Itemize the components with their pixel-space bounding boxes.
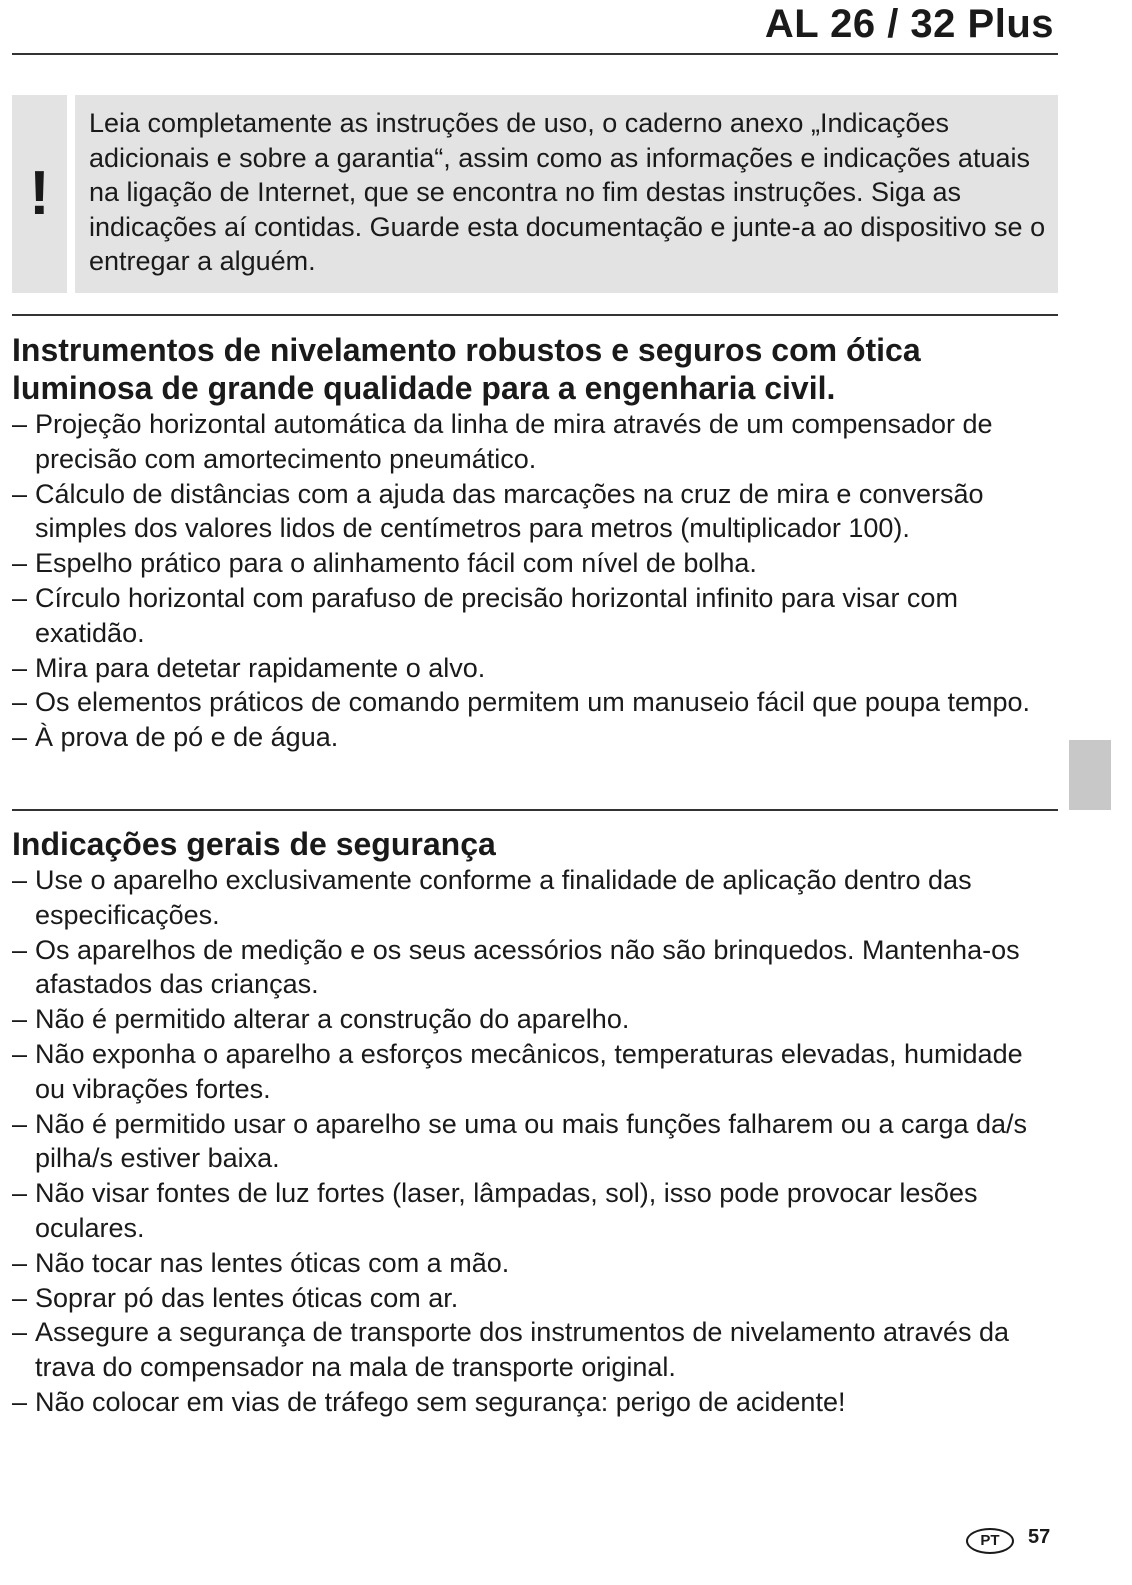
- list-item: – Os aparelhos de medição e os seus acessórios não são brinquedos. Mantenha-os afastados das crianças.: [12, 933, 1058, 1003]
- list-item: – Projeção horizontal automática da linha de mira através de um compensador de precisão com amortecimento pneumático.: [12, 407, 1058, 477]
- list-item: – Não tocar nas lentes óticas com a mão.: [12, 1246, 1058, 1281]
- header-divider: [12, 53, 1058, 55]
- features-heading: Instrumentos de nivelamento robustos e seguros com ótica luminosa de grande qualidade para a engenharia civil.: [12, 332, 921, 406]
- list-item: – Não visar fontes de luz fortes (laser, lâmpadas, sol), isso pode provocar lesões oculares.: [12, 1176, 1058, 1246]
- warning-icon: !: [12, 95, 67, 293]
- list-item: – Mira para detetar rapidamente o alvo.: [12, 651, 1058, 686]
- list-item: – Não é permitido usar o aparelho se uma ou mais funções falharem ou a carga da/s pilha/s estiver baixa.: [12, 1107, 1058, 1177]
- list-item: – Espelho prático para o alinhamento fácil com nível de bolha.: [12, 546, 1058, 581]
- notice-box: [75, 95, 1058, 293]
- list-item: – Cálculo de distâncias com a ajuda das marcações na cruz de mira e conversão simples dos valores lidos de centímetros para metros (multiplicador 100).: [12, 477, 1058, 547]
- list-item: – Círculo horizontal com parafuso de precisão horizontal infinito para visar com exatidão.: [12, 581, 1058, 651]
- list-item: – Não é permitido alterar a construção do aparelho.: [12, 1002, 1058, 1037]
- features-list: [12, 407, 1058, 755]
- safety-section: [12, 825, 1058, 1420]
- chapter-tab-marker: [1069, 740, 1111, 810]
- language-badge: PT: [966, 1528, 1014, 1554]
- page-title: AL 26 / 32 Plus: [764, 2, 1054, 46]
- list-item: – Soprar pó das lentes óticas com ar.: [12, 1281, 1058, 1316]
- notice-text: Leia completamente as instruções de uso, o caderno anexo „Indicações adicionais e sobre a garantia“, assim como as informações e indicações atuais na ligação de Internet, que se encontra no fim destas instruções. Siga as indicações aí contidas. Guarde esta documentação e junte-a ao dispositivo se o entregar a alguém.: [89, 108, 1046, 277]
- features-section: [12, 331, 1058, 755]
- section-divider: [12, 809, 1058, 811]
- list-item: – Os elementos práticos de comando permitem um manuseio fácil que poupa tempo.: [12, 685, 1058, 720]
- list-item: – Não colocar em vias de tráfego sem segurança: perigo de acidente!: [12, 1385, 1058, 1420]
- list-item: – À prova de pó e de água.: [12, 720, 1058, 755]
- list-item: – Não exponha o aparelho a esforços mecânicos, temperaturas elevadas, humidade ou vibrações fortes.: [12, 1037, 1058, 1107]
- safety-list: [12, 863, 1058, 1420]
- page-number: 57: [1028, 1526, 1051, 1548]
- list-item: – Assegure a segurança de transporte dos instrumentos de nivelamento através da trava do compensador na mala de transporte original.: [12, 1315, 1058, 1385]
- safety-heading: Indicações gerais de segurança: [12, 826, 496, 862]
- section-divider: [12, 314, 1058, 316]
- list-item: – Use o aparelho exclusivamente conforme a finalidade de aplicação dentro das especificações.: [12, 863, 1058, 933]
